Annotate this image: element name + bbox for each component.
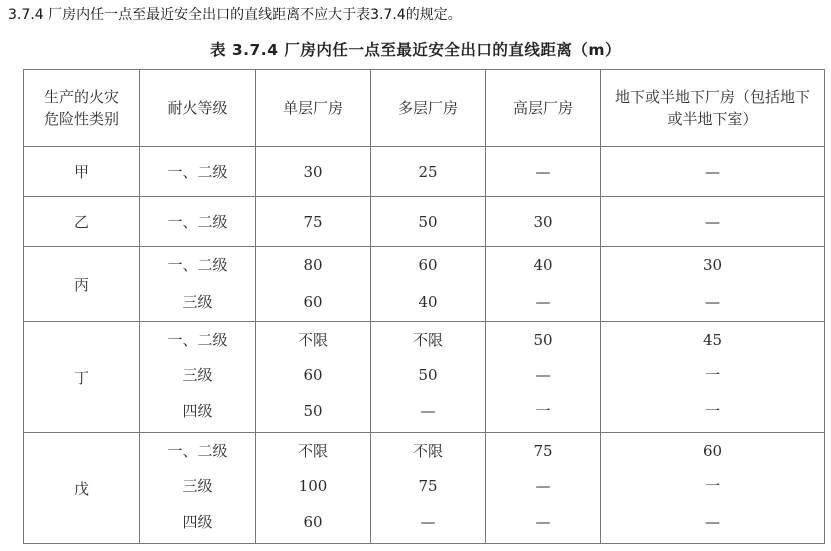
table-row	[24, 197, 825, 247]
value: 60	[418, 256, 438, 274]
value: 50	[418, 366, 438, 384]
value: 60	[702, 442, 723, 460]
value-cell	[371, 322, 486, 433]
value: 不限	[297, 331, 328, 349]
header-single-storey: 单层厂房	[256, 70, 371, 147]
value: 30	[702, 256, 723, 274]
value: —	[535, 477, 551, 495]
grade-value: 三级	[182, 477, 213, 495]
table-row	[24, 147, 825, 197]
category-cell: 甲	[24, 147, 140, 197]
grade-cell	[140, 433, 256, 544]
value-cell	[371, 433, 486, 544]
category-cell: 丙	[24, 247, 140, 322]
value: 50	[533, 331, 553, 349]
value: 不限	[412, 442, 443, 460]
value: 一	[704, 477, 720, 495]
value-cell	[601, 433, 825, 544]
value: 50	[303, 402, 323, 420]
table-row	[24, 322, 825, 433]
header-fire-rating: 耐火等级	[140, 70, 256, 147]
value: —	[420, 402, 436, 420]
value: 60	[303, 366, 323, 384]
value: 75	[418, 477, 438, 495]
value-cell	[256, 247, 371, 322]
value-cell	[371, 247, 486, 322]
header-high-rise: 高层厂房	[486, 70, 601, 147]
value-cell	[601, 247, 825, 322]
value: 不限	[412, 331, 443, 349]
value-cell	[486, 322, 601, 433]
value: —	[535, 513, 551, 531]
intro-text: 3.7.4 厂房内任一点至最近安全出口的直线距离不应大于表3.7.4的规定。	[8, 7, 462, 23]
header-multi-storey: 多层厂房	[371, 70, 486, 147]
grade-cell: 一、二级	[140, 147, 256, 197]
value: 一	[535, 402, 551, 420]
value: —	[535, 293, 551, 311]
value-cell	[256, 322, 371, 433]
value-cell	[486, 433, 601, 544]
value-cell: —	[486, 147, 601, 197]
table-caption: 表 3.7.4 厂房内任一点至最近安全出口的直线距离（m）	[209, 41, 622, 59]
grade-value: 三级	[182, 366, 213, 384]
header-hazard-category: 生产的火灾危险性类别	[24, 70, 140, 147]
value: —	[535, 366, 551, 384]
value-cell: —	[601, 147, 825, 197]
value: 不限	[297, 442, 328, 460]
value-cell: —	[601, 197, 825, 247]
table-row	[24, 247, 825, 322]
grade-value: 一、二级	[167, 256, 228, 274]
value-cell	[601, 322, 825, 433]
value-cell: 75	[256, 197, 371, 247]
grade-cell: 一、二级	[140, 197, 256, 247]
table-header-row	[24, 70, 825, 147]
value: —	[420, 513, 436, 531]
distance-table	[23, 69, 825, 544]
value: 80	[303, 256, 323, 274]
category-cell: 丁	[24, 322, 140, 433]
value-cell	[256, 433, 371, 544]
grade-value: 一、二级	[167, 331, 228, 349]
grade-value: 四级	[182, 402, 213, 420]
grade-value: 一、二级	[167, 442, 228, 460]
grade-value: 四级	[182, 513, 213, 531]
value: 45	[702, 331, 723, 349]
grade-value: 三级	[182, 293, 213, 311]
header-underground: 地下或半地下厂房（包括地下或半地下室）	[601, 70, 825, 147]
grade-cell	[140, 247, 256, 322]
value: 75	[533, 442, 553, 460]
value: 100	[298, 477, 328, 495]
value-cell: 30	[256, 147, 371, 197]
value: 40	[418, 293, 438, 311]
value: 60	[303, 293, 323, 311]
value: 一	[704, 366, 720, 384]
value: —	[705, 293, 720, 311]
category-cell: 戊	[24, 433, 140, 544]
table-row	[24, 433, 825, 544]
category-cell: 乙	[24, 197, 140, 247]
value-cell: 25	[371, 147, 486, 197]
value: 一	[704, 402, 720, 420]
value-cell: 50	[371, 197, 486, 247]
value-cell: 30	[486, 197, 601, 247]
value: 60	[303, 513, 323, 531]
grade-cell	[140, 322, 256, 433]
value-cell	[486, 247, 601, 322]
value: —	[705, 513, 720, 531]
value: 40	[533, 256, 553, 274]
